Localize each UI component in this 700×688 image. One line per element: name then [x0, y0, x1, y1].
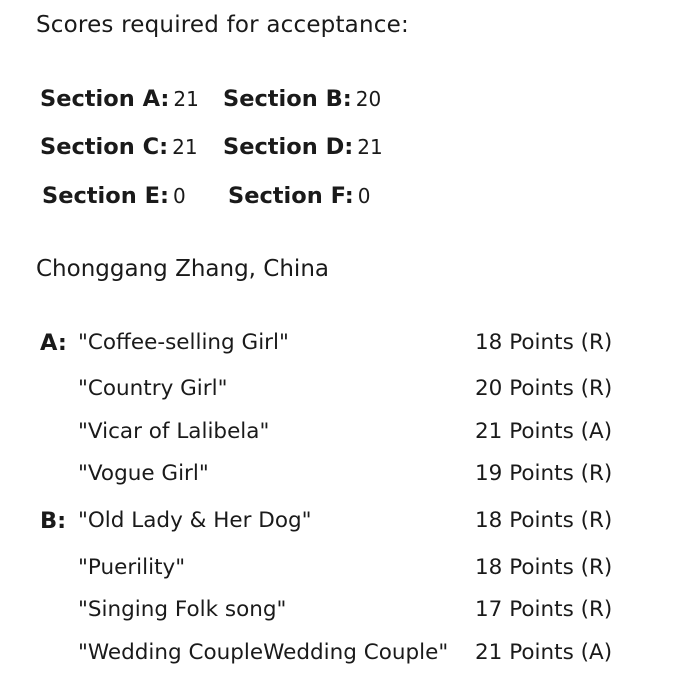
- section-value: 21: [357, 135, 383, 159]
- section-label: Section B:: [223, 86, 352, 112]
- author-name: Chonggang Zhang, China: [36, 256, 329, 282]
- entry-points: 21 Points (A): [475, 640, 613, 665]
- entry-title: "Vogue Girl": [78, 461, 209, 486]
- section-value: 20: [355, 87, 382, 111]
- section-score: [42, 183, 228, 209]
- section-value: 0: [172, 184, 186, 208]
- section-scores-row: [42, 183, 372, 209]
- section-label: Section C:: [40, 134, 169, 160]
- section-scores-row: [40, 134, 385, 160]
- section-value: 21: [172, 135, 198, 159]
- section-label: Section A:: [40, 86, 170, 112]
- section-scores-row: [40, 86, 383, 112]
- entry-points: 18 Points (R): [475, 555, 613, 580]
- entry-title: "Vicar of Lalibela": [78, 419, 270, 444]
- entry-title: "Puerility": [78, 555, 186, 580]
- section-score: [223, 86, 383, 112]
- entry-points: 18 Points (R): [475, 330, 613, 355]
- entry-title: "Country Girl": [78, 376, 228, 401]
- section-score: [40, 86, 223, 112]
- entry-row: [40, 461, 640, 491]
- section-value: 0: [357, 184, 371, 208]
- entry-row: [40, 555, 640, 585]
- entry-row: [40, 330, 640, 360]
- section-value: 21: [173, 87, 199, 111]
- intro-heading: Scores required for acceptance:: [36, 12, 409, 38]
- entry-points: 17 Points (R): [475, 597, 613, 622]
- entry-group: A:: [40, 330, 67, 356]
- section-label: Section F:: [228, 183, 354, 209]
- entry-title: "Coffee-selling Girl": [78, 330, 289, 355]
- entry-row: [40, 419, 640, 449]
- entry-points: 19 Points (R): [475, 461, 613, 486]
- entry-title: "Old Lady & Her Dog": [78, 508, 312, 533]
- entry-title: "Wedding CoupleWedding Couple": [78, 640, 449, 665]
- section-score: [223, 134, 385, 160]
- entry-row: [40, 508, 640, 538]
- section-label: Section D:: [223, 134, 354, 160]
- entry-title: "Singing Folk song": [78, 597, 287, 622]
- entry-row: [40, 376, 640, 406]
- section-label: Section E:: [42, 183, 169, 209]
- entry-group: B:: [40, 508, 67, 534]
- section-score: [40, 134, 223, 160]
- entry-points: 21 Points (A): [475, 419, 613, 444]
- entry-points: 18 Points (R): [475, 508, 613, 533]
- entry-row: [40, 597, 640, 627]
- entry-points: 20 Points (R): [475, 376, 613, 401]
- entry-row: [40, 640, 640, 670]
- section-score: [228, 183, 372, 209]
